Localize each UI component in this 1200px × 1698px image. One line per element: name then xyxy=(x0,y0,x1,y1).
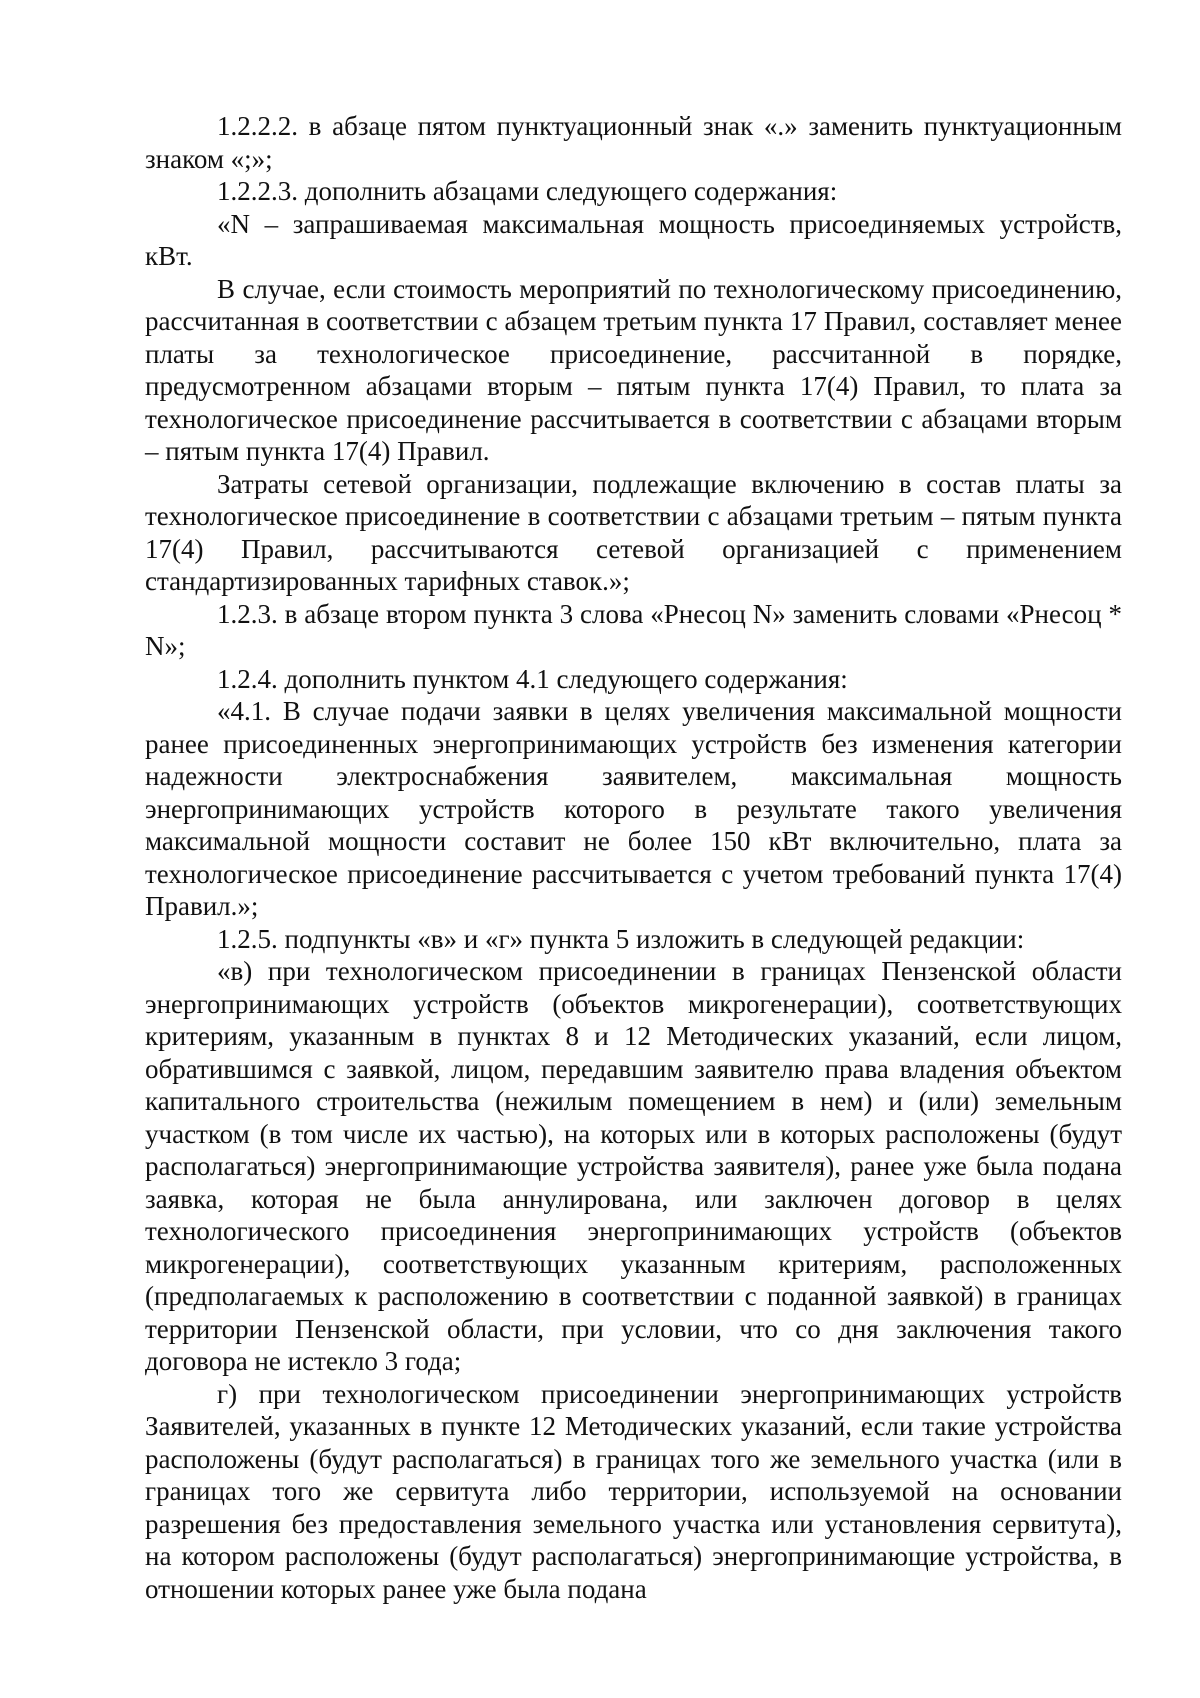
document-page xyxy=(145,110,1122,1605)
paragraph-1-2-2-2: 1.2.2.2. в абзаце пятом пунктуационный знак «.» заменить пунктуационным знаком «;»; xyxy=(145,111,1122,174)
paragraph-1-2-3: 1.2.3. в абзаце втором пункта 3 слова «Рнесоц N» заменить словами «Рнесоц * N»; xyxy=(145,598,1122,661)
paragraph-cost-comparison: В случае, если стоимость мероприятий по технологическому присоединению, рассчитанная в соответствии с абзацем третьим пункта 17 Правил, составляет менее платы за технологическое присоединение, рассчитанной в порядке, предусмотренном абзацами вторым – пятым пункта 17(4) Правил, то плата за технологическое присоединение рассчитывается в соответствии с абзацами вторым – пятым пункта 17(4) Правил. xyxy=(145,273,1122,466)
paragraph-network-costs: Затраты сетевой организации, подлежащие включению в состав платы за технологическое присоединение в соответствии с абзацами третьим – пятым пункта 17(4) Правил, рассчитываются сетевой организацией с применением стандартизированных тарифных ставок.»; xyxy=(145,468,1122,596)
paragraph-1-2-2-3: 1.2.2.3. дополнить абзацами следующего содержания: xyxy=(217,176,838,206)
paragraph-4-1: «4.1. В случае подачи заявки в целях увеличения максимальной мощности ранее присоединенных энергопринимающих устройств без изменения категории надежности электроснабжения заявителем, максимальная мощность энергопринимающих устройств которого в результате такого увеличения максимальной мощности составит не более 150 кВт включительно, плата за технологическое присоединение рассчитывается с учетом требований пункта 17(4) Правил.»; xyxy=(145,696,1122,921)
paragraph-n-definition: «N – запрашиваемая максимальная мощность присоединяемых устройств, кВт. xyxy=(145,208,1122,271)
paragraph-subitem-v: «в) при технологическом присоединении в границах Пензенской области энергопринимающих устройств (объектов микрогенерации), соответствующих критериям, указанным в пунктах 8 и 12 Методических указаний, если лицом, обратившимся с заявкой, лицом, передавшим заявителю права владения объектом капитального строительства (нежилым помещением в нем) и (или) земельным участком (в том числе их частью), на которых или в которых расположены (будут располагаться) энергопринимающие устройства заявителя), ранее уже была подана заявка, которая не была аннулирована, или заключен договор в целях технологического присоединения энергопринимающих устройств (объектов микрогенерации), соответствующих указанным критериям, расположенных (предполагаемых к расположению в соответствии с поданной заявкой) в границах территории Пензенской области, при условии, что со дня заключения такого договора не истекло 3 года; xyxy=(145,956,1122,1376)
paragraph-1-2-5: 1.2.5. подпункты «в» и «г» пункта 5 изложить в следующей редакции: xyxy=(217,923,1025,954)
paragraph-subitem-g: г) при технологическом присоединении энергопринимающих устройств Заявителей, указанных в пункте 12 Методических указаний, если такие устройства расположены (будут располагаться) в границах того же земельного участка (или в границах того же сервитута либо территории, используемой на основании разрешения без предоставления земельного участка или установления сервитута), на котором расположены (будут располагаться) энергопринимающие устройства, в отношении которых ранее уже была подана xyxy=(145,1378,1122,1604)
paragraph-1-2-4: 1.2.4. дополнить пунктом 4.1 следующего содержания: xyxy=(217,663,848,694)
